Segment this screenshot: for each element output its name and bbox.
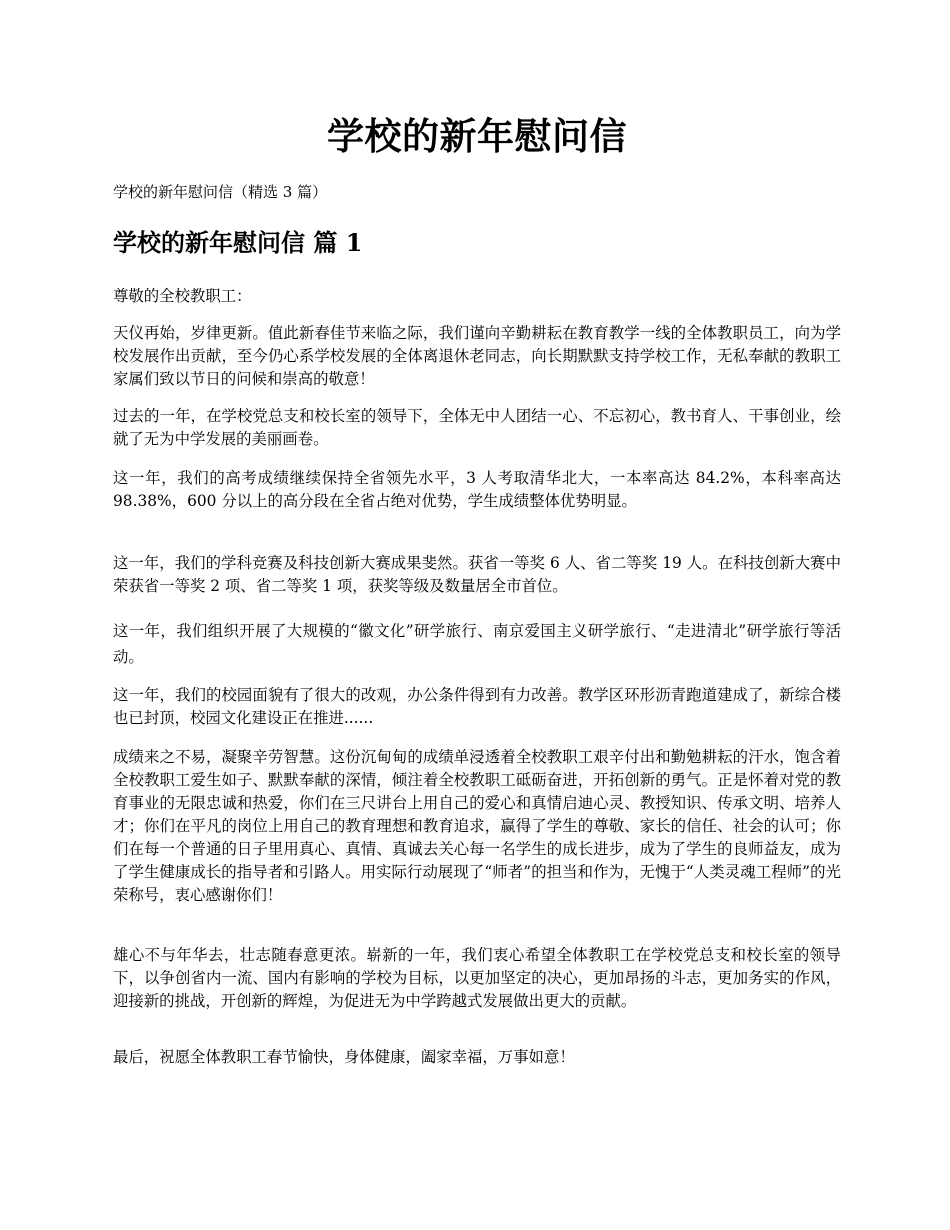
body-paragraph: 天仪再始，岁律更新。值此新春佳节来临之际，我们谨向辛勤耕耘在教育教学一线的全体教职员工，向为学校发展作出贡献，至今仍心系学校发展的全体离退休老同志，向长期默默支持学校工作，无私奉献的教职工家属们致以节日的问候和崇高的敬意！ [113, 324, 841, 388]
greeting-paragraph: 尊敬的全校教职工： [113, 287, 252, 305]
document-subtitle: 学校的新年慰问信（精选 3 篇） [113, 183, 328, 201]
body-paragraph: 这一年，我们组织开展了大规模的“徽文化”研学旅行、南京爱国主义研学旅行、“走进清北”研学旅行等活动。 [113, 622, 841, 666]
body-paragraph: 过去的一年，在学校党总支和校长室的领导下，全体无中人团结一心、不忘初心，教书育人、干事创业，绘就了无为中学发展的美丽画卷。 [113, 407, 841, 448]
document-title: 学校的新年慰问信 [327, 114, 627, 158]
body-paragraph: 成绩来之不易，凝聚辛劳智慧。这份沉甸甸的成绩单浸透着全校教职工艰辛付出和勤勉耕耘的汗水，饱含着全校教职工爱生如子、默默奉献的深情，倾注着全校教职工砥砺奋进，开拓创新的勇气。正是怀着对党的教育事业的无限忠诚和热爱，你们在三尺讲台上用自己的爱心和真情启迪心灵、教授知识、传承文明、培养人才；你们在平凡的岗位上用自己的教育理想和教育追求，赢得了学生的尊敬、家长的信任、社会的认可；你们在每一个普通的日子里用真心、真情、真诚去关心每一名学生的成长进步，成为了学生的良师益友，成为了学生健康成长的指导者和引路人。用实际行动展现了“师者”的担当和作为，无愧于“人类灵魂工程师”的光荣称号，衷心感谢你们！ [113, 748, 841, 904]
body-paragraph: 这一年，我们的校园面貌有了很大的改观，办公条件得到有力改善。教学区环形沥青跑道建成了，新综合楼也已封顶，校园文化建设正在推进...... [113, 686, 841, 727]
body-paragraph: 这一年，我们的学科竞赛及科技创新大赛成果斐然。获省一等奖 6 人、省二等奖 19 人。在科技创新大赛中荣获省一等奖 2 项、省二等奖 1 项，获奖等级及数量居全市首位。 [113, 554, 841, 595]
body-paragraph: 这一年，我们的高考成绩继续保持全省领先水平，3 人考取清华北大，一本率高达 84.2%，本科率高达 98.38%，600 分以上的高分段在全省占绝对优势，学生成绩整体优势明显。 [113, 469, 841, 510]
body-paragraph: 雄心不与年华去，壮志随春意更浓。崭新的一年，我们衷心希望全体教职工在学校党总支和校长室的领导下，以争创省内一流、国内有影响的学校为目标，以更加坚定的决心，更加昂扬的斗志，更加务实的作风，迎接新的挑战，开创新的辉煌，为促进无为中学跨越式发展做出更大的贡献。 [113, 946, 841, 1010]
closing-paragraph: 最后，祝愿全体教职工春节愉快，身体健康，阖家幸福，万事如意！ [113, 1048, 575, 1066]
section-heading: 学校的新年慰问信 篇 1 [113, 228, 363, 257]
